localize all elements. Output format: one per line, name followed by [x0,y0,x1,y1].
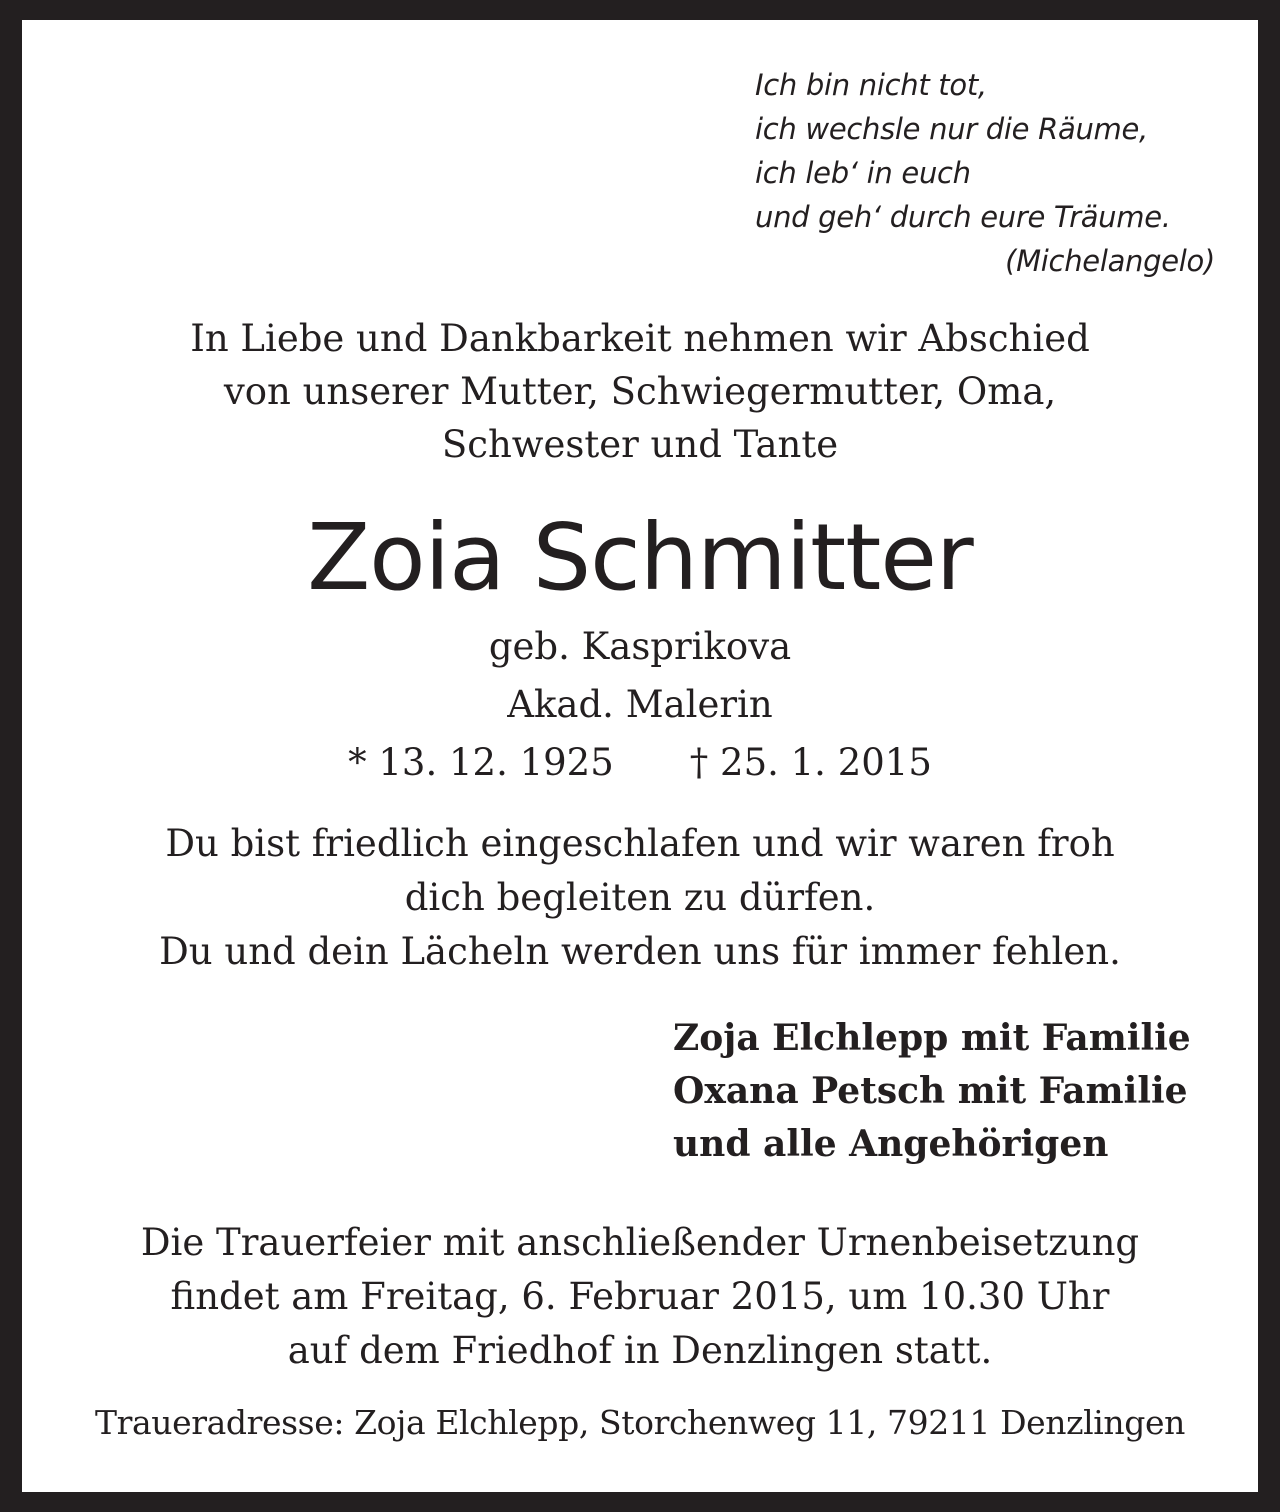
quote-line: und geh‘ durch eure Träume. [755,200,1171,234]
birth-date: * 13. 12. 1925 [348,741,614,784]
mourning-address: Traueradresse: Zoja Elchlepp, Storchenweg 11, 79211 Denzlingen [95,1403,1185,1442]
signature-line: und alle Angehörigen [673,1123,1109,1165]
signature-line: Zoja Elchlepp mit Familie [673,1017,1191,1059]
quote-line: Ich bin nicht tot, [755,68,987,102]
intro-line: Schwester und Tante [441,423,839,466]
life-dates [22,734,1258,792]
obituary-notice [22,20,1258,1492]
service-line: findet am Freitag, 6. Februar 2015, um 10.30 Uhr [170,1275,1110,1318]
memorial-quote [755,63,1215,283]
message-line: Du und dein Lächeln werden uns für immer fehlen. [159,930,1121,973]
quote-line: ich leb‘ in euch [755,156,971,190]
deceased-details [22,618,1258,734]
profession: Akad. Malerin [507,683,773,726]
birth-name: geb. Kasprikova [488,625,792,668]
message-line: Du bist friedlich eingeschlafen und wir waren froh [165,822,1115,865]
farewell-intro [22,312,1258,471]
quote-line: ich wechsle nur die Räume, [755,112,1148,146]
quote-attribution: (Michelangelo) [1005,244,1215,278]
intro-line: von unserer Mutter, Schwiegermutter, Oma, [223,370,1057,413]
message-line: dich begleiten zu dürfen. [404,876,876,919]
deceased-name: Zoia Schmitter [307,504,973,611]
funeral-service-info [22,1216,1258,1378]
service-line: Die Trauerfeier mit anschließender Urnenbeisetzung [140,1221,1140,1264]
death-date: † 25. 1. 2015 [689,741,932,784]
service-line: auf dem Friedhof in Denzlingen statt. [287,1329,993,1372]
intro-line: In Liebe und Dankbarkeit nehmen wir Abschied [190,317,1090,360]
signature-line: Oxana Petsch mit Familie [673,1070,1188,1112]
mourners-signature [673,1012,1191,1171]
farewell-message [22,817,1258,979]
